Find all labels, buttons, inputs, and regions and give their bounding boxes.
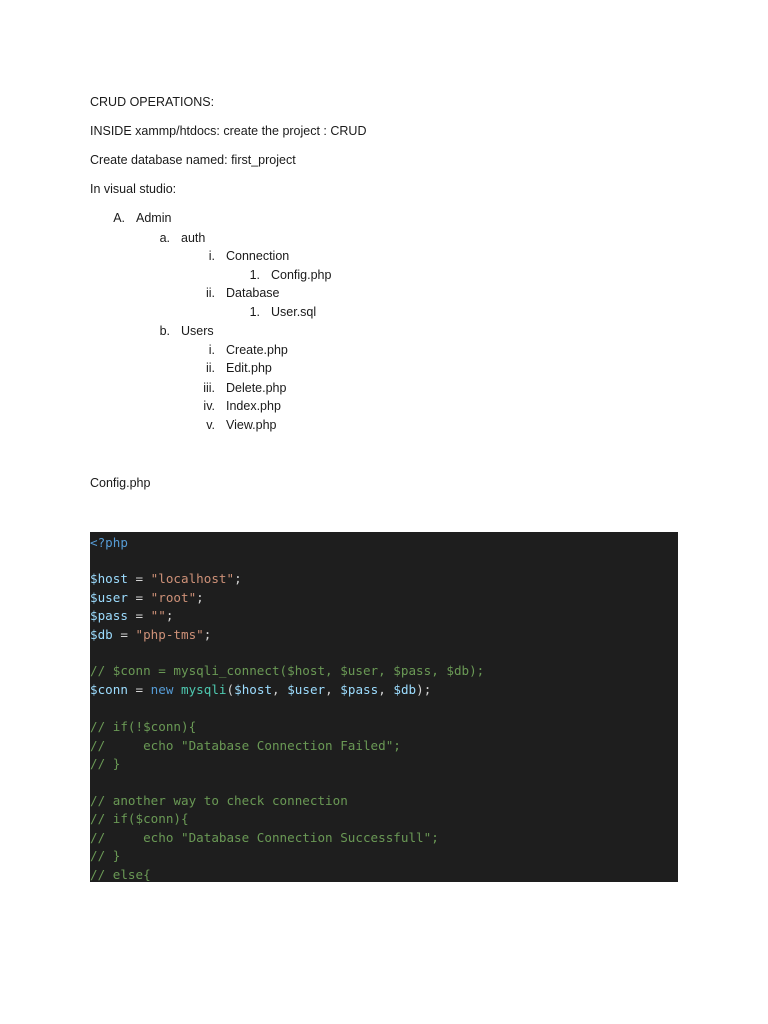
database-instruction: Create database named: first_project (90, 153, 296, 167)
code-token: "" (150, 608, 166, 623)
code-comment: // echo "Database Connection Successfull"; (90, 830, 439, 845)
section-heading: Config.php (90, 476, 151, 490)
code-token: $user (90, 590, 128, 605)
list-label: Connection (226, 249, 290, 263)
code-line (90, 589, 204, 607)
list-label: Edit.php (226, 361, 272, 375)
code-comment: // } (90, 756, 121, 771)
code-line (90, 626, 211, 644)
list-marker: i. (208, 249, 215, 263)
code-token: = (127, 608, 151, 623)
code-token: , (378, 682, 394, 697)
code-token: $db (90, 627, 113, 642)
code-token: = (127, 571, 151, 586)
code-token: ; (234, 571, 242, 586)
code-token: mysqli (181, 682, 227, 697)
code-token: , (272, 682, 288, 697)
list-label: Admin (136, 211, 172, 225)
doc-title: CRUD OPERATIONS: (90, 95, 215, 109)
code-token: "php-tms" (135, 627, 204, 642)
list-label: Database (226, 286, 280, 300)
list-marker: ii. (205, 286, 215, 300)
list-marker: a. (159, 231, 170, 245)
code-token: "localhost" (150, 571, 235, 586)
code-comment: // echo "Database Connection Failed"; (90, 738, 401, 753)
list-marker: i. (208, 343, 215, 357)
code-line (90, 570, 242, 588)
code-token: $user (287, 682, 326, 697)
code-comment: // } (90, 848, 121, 863)
list-label: Config.php (271, 268, 332, 282)
code-token: $host (234, 682, 273, 697)
list-marker: 1. (249, 305, 260, 319)
list-label: User.sql (271, 305, 317, 319)
code-token: $conn (90, 682, 128, 697)
code-token: $db (393, 682, 417, 697)
code-token: = (127, 590, 151, 605)
code-comment: // $conn = mysqli_connect($host, $user, $pass, $db); (90, 663, 485, 678)
list-marker: iv. (203, 399, 215, 413)
list-marker: A. (113, 211, 125, 225)
list-label: Users (181, 324, 214, 338)
code-token: $pass (340, 682, 379, 697)
list-marker: iii. (203, 381, 215, 395)
code-line (90, 607, 173, 625)
code-token: = (127, 682, 151, 697)
code-block (90, 532, 678, 882)
list-label: auth (181, 231, 206, 245)
code-line (90, 681, 431, 699)
code-token: , (325, 682, 341, 697)
code-token: ; (203, 627, 212, 642)
code-comment: // if($conn){ (90, 811, 189, 826)
code-token: ); (416, 682, 432, 697)
code-token: ; (196, 590, 204, 605)
visual-studio-line: In visual studio: (90, 182, 177, 196)
list-label: Delete.php (226, 381, 287, 395)
code-comment: // else{ (90, 867, 151, 882)
code-token: ; (165, 608, 174, 623)
code-php-open-tag: <?php (90, 535, 128, 550)
code-line (90, 534, 128, 552)
list-label: Index.php (226, 399, 281, 413)
code-token: $host (90, 571, 128, 586)
code-token (173, 682, 181, 697)
code-token: "root" (150, 590, 197, 605)
list-marker: ii. (205, 361, 215, 375)
list-marker: 1. (249, 268, 260, 282)
list-marker: b. (159, 324, 170, 338)
code-token: new (150, 682, 174, 697)
project-instruction: INSIDE xammp/htdocs: create the project : CRUD (90, 124, 367, 138)
list-label: View.php (226, 418, 277, 432)
code-token: ( (226, 682, 235, 697)
code-token: = (112, 627, 136, 642)
list-label: Create.php (226, 343, 288, 357)
code-comment: // if(!$conn){ (90, 719, 197, 734)
code-token: $pass (90, 608, 128, 623)
list-marker: v. (206, 418, 215, 432)
code-comment: // another way to check connection (90, 793, 348, 808)
